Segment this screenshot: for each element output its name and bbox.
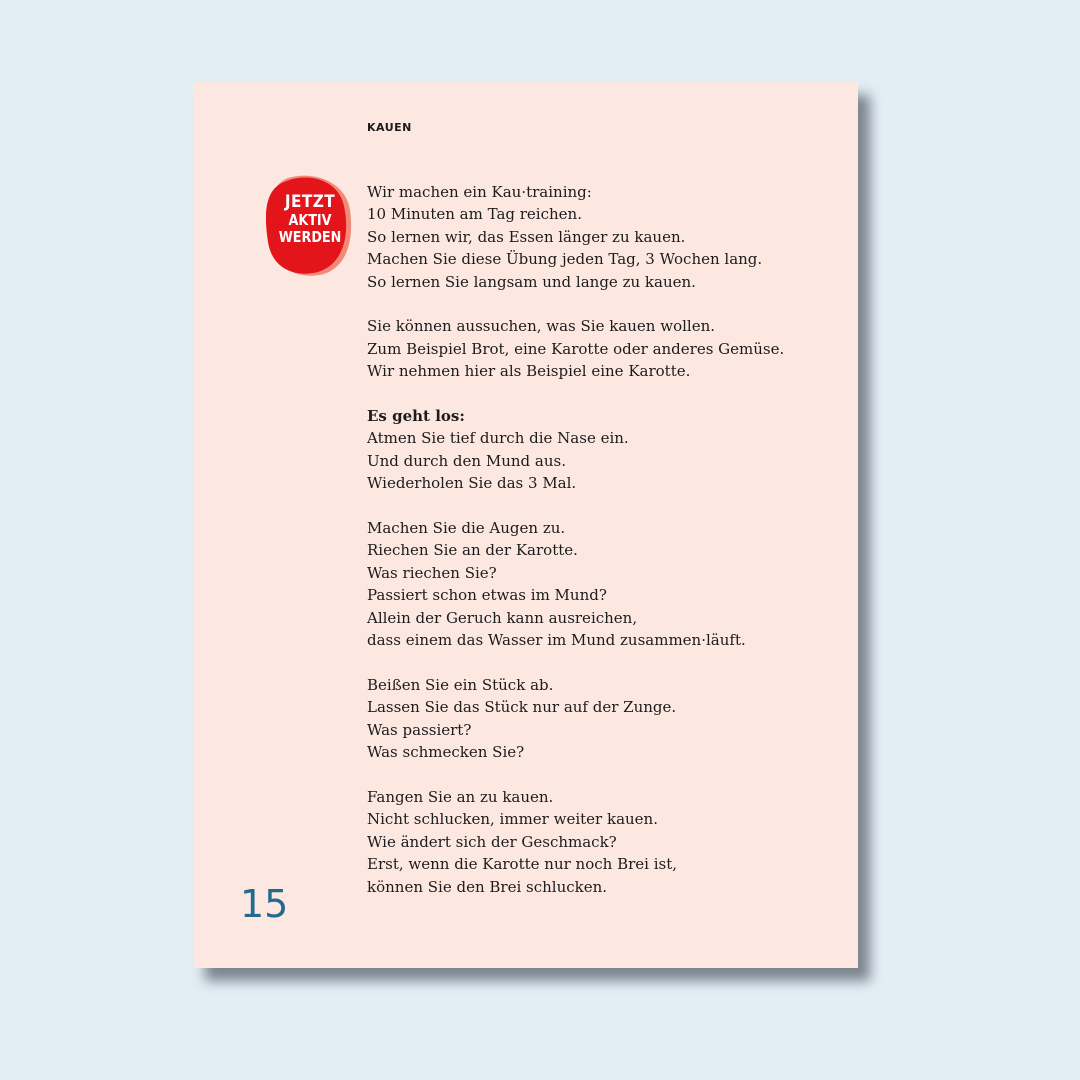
text-line: Wir nehmen hier als Beispiel eine Karotte. [367,362,691,381]
paragraph-4 [367,517,837,651]
badge-line-2: AKTIV [288,211,332,229]
jetzt-aktiv-werden-badge [266,174,356,278]
text-line: Was passiert? [367,720,472,739]
body-text [367,181,837,920]
text-line: Wie ändert sich der Geschmack? [367,832,617,851]
text-line: Lassen Sie das Stück nur auf der Zunge. [367,698,677,717]
section-label: KAUEN [367,121,412,134]
text-line: So lernen wir, das Essen länger zu kauen. [367,227,686,246]
text-line: dass einem das Wasser im Mund zusammen·läuft. [367,631,746,650]
text-line: So lernen Sie langsam und lange zu kauen. [367,272,696,291]
text-line: 10 Minuten am Tag reichen. [367,205,582,224]
text-line: Was riechen Sie? [367,563,497,582]
paragraph-6 [367,786,837,898]
text-line: Sie können aussuchen, was Sie kauen wollen. [367,317,715,336]
text-line: Und durch den Mund aus. [367,451,566,470]
text-line: Atmen Sie tief durch die Nase ein. [367,429,629,448]
text-line: Zum Beispiel Brot, eine Karotte oder anderes Gemüse. [367,339,785,358]
paragraph-heading: Es geht los: [367,407,465,426]
text-line: können Sie den Brei schlucken. [367,877,608,896]
text-line: Machen Sie diese Übung jeden Tag, 3 Wochen lang. [367,250,763,269]
paragraph-1 [367,181,837,293]
badge-line-3: WERDEN [278,228,342,246]
text-line: Fangen Sie an zu kauen. [367,787,554,806]
text-line: Wir machen ein Kau·training: [367,183,592,201]
book-page [193,82,858,968]
text-line: Machen Sie die Augen zu. [367,519,566,538]
paragraph-3 [367,405,837,495]
text-line: Wiederholen Sie das 3 Mal. [367,474,577,493]
text-line: Nicht schlucken, immer weiter kauen. [367,810,658,829]
text-line: Allein der Geruch kann ausreichen, [367,608,638,627]
paragraph-5 [367,674,837,764]
badge-line-1: JETZT [284,192,336,212]
badge-text [266,194,354,245]
page-number: 15 [240,882,289,926]
paragraph-2 [367,315,837,382]
text-line: Beißen Sie ein Stück ab. [367,675,554,694]
text-line: Was schmecken Sie? [367,743,525,762]
text-line: Passiert schon etwas im Mund? [367,586,607,605]
text-line: Riechen Sie an der Karotte. [367,541,578,560]
text-line: Erst, wenn die Karotte nur noch Brei ist, [367,855,677,874]
